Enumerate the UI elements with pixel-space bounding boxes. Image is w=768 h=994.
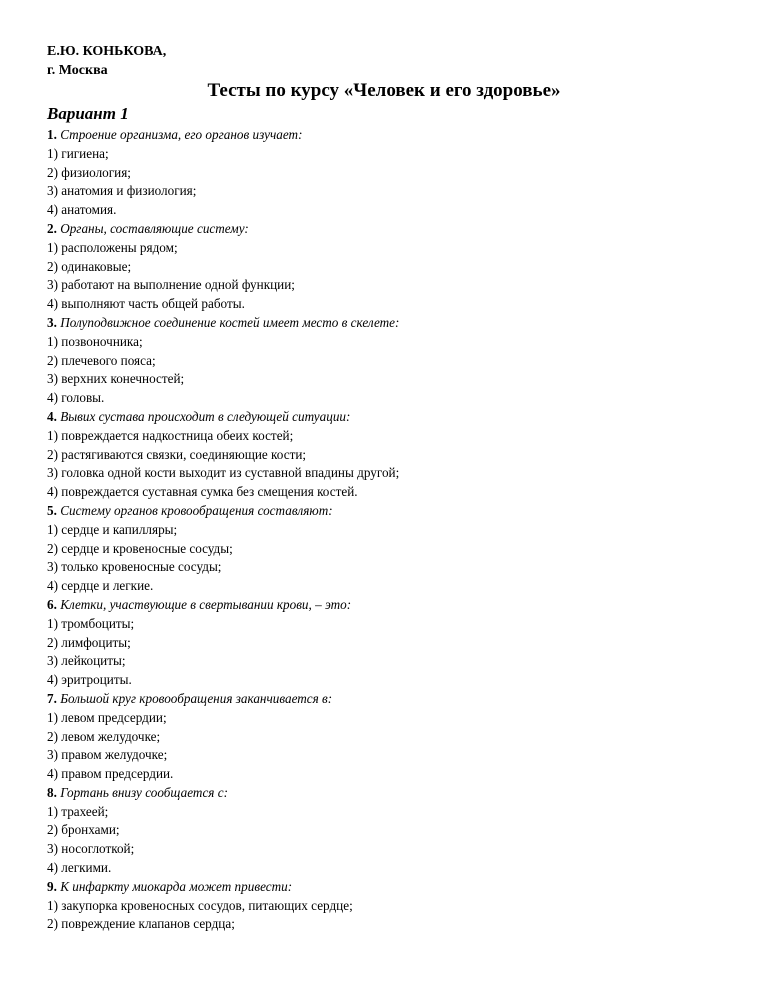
answer-option: 3) головка одной кости выходит из суставной впадины другой; [47,465,400,481]
question-text: Гортань внизу сообщается с: [60,784,228,800]
question [47,126,737,145]
answer-option: 2) повреждение клапанов сердца; [47,916,235,932]
question [47,502,737,521]
question [47,314,737,333]
answer-option: 4) повреждается суставная сумка без смещения костей. [47,484,358,500]
question-number: 1. [47,127,57,142]
question-text: К инфаркту миокарда может привести: [60,878,293,894]
question-number: 8. [47,784,57,800]
question-text: Строение организма, его органов изучает: [60,127,303,142]
answer-option: 2) бронхами; [47,822,120,838]
question-number: 5. [47,502,57,518]
answer-option: 4) выполняют часть общей работы. [47,296,245,312]
question-text: Систему органов кровообращения составляют: [60,502,333,518]
question-number: 2. [47,220,57,236]
question [47,784,737,803]
questions-list [47,126,737,934]
answer-option: 1) гигиена; [47,145,109,161]
answer-option: 2) растягиваются связки, соединяющие кости; [47,446,307,462]
answer-option: 3) работают на выполнение одной функции; [47,277,295,293]
answer-option: 4) правом предсердии. [47,766,174,782]
answer-option: 3) носоглоткой; [47,841,135,857]
question-text: Большой круг кровообращения заканчивается в: [60,690,333,706]
question [47,408,737,427]
answer-option: 1) трахеей; [47,803,109,819]
answer-option: 1) левом предсердии; [47,709,167,725]
question-text: Вывих сустава происходит в следующей ситуации: [60,408,351,424]
document-title [0,79,768,103]
answer-option: 2) одинаковые; [47,258,132,274]
variant-heading: Вариант 1 [47,104,129,123]
author-city: г. Москва [47,63,108,78]
answer-option: 1) тромбоциты; [47,615,135,631]
answer-option: 3) анатомия и физиология; [47,183,197,199]
document-title-text: Тесты по курсу «Человек и его здоровье» [207,80,561,101]
answer-option: 1) закупорка кровеносных сосудов, питающих сердце; [47,897,353,913]
answer-option: 4) легкими. [47,860,112,876]
answer-option: 1) позвоночника; [47,333,143,349]
author-name: Е.Ю. КОНЬКОВА, [47,44,167,59]
question [47,220,737,239]
answer-option: 2) левом желудочке; [47,728,161,744]
answer-option: 4) сердце и легкие. [47,578,154,594]
question [47,690,737,709]
answer-option: 4) головы. [47,390,105,406]
answer-option: 1) сердце и капилляры; [47,521,178,537]
answer-option: 3) правом желудочке; [47,747,168,763]
answer-option: 1) расположены рядом; [47,239,178,255]
answer-option: 2) физиология; [47,164,131,180]
answer-option: 3) только кровеносные сосуды; [47,559,222,575]
question-number: 7. [47,690,57,706]
question [47,596,737,615]
question-number: 3. [47,314,57,330]
question-text: Полуподвижное соединение костей имеет место в скелете: [60,314,400,330]
question-text: Клетки, участвующие в свертывании крови, – это: [60,596,352,612]
answer-option: 3) лейкоциты; [47,653,126,669]
question [47,878,737,897]
answer-option: 2) лимфоциты; [47,634,131,650]
question-number: 6. [47,596,57,612]
answer-option: 4) эритроциты. [47,672,132,688]
answer-option: 1) повреждается надкостница обеих костей; [47,427,294,443]
answer-option: 4) анатомия. [47,202,117,218]
question-number: 9. [47,878,57,894]
question-text: Органы, составляющие систему: [60,220,249,236]
answer-option: 2) плечевого пояса; [47,352,156,368]
answer-option: 3) верхних конечностей; [47,371,185,387]
question-number: 4. [47,408,57,424]
answer-option: 2) сердце и кровеносные сосуды; [47,540,233,556]
